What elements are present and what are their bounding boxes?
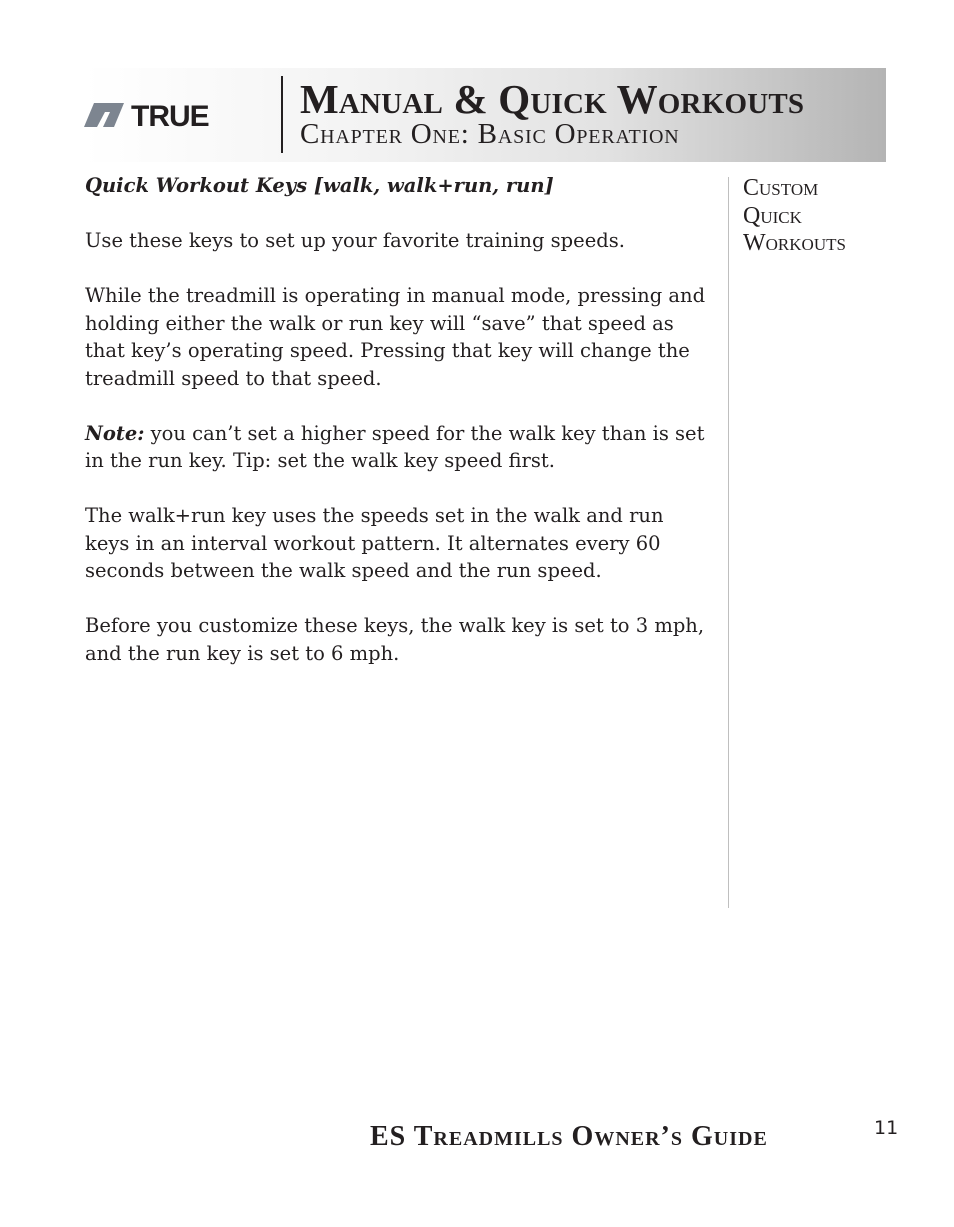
paragraph-walk-run: The walk+run key uses the speeds set in the walk and run keys in an interval workout pattern. It alternates every 60 seconds between the walk speed and the run speed. xyxy=(85,504,664,582)
paragraph-save-speed: While the treadmill is operating in manual mode, pressing and holding either the walk or run key will “save” that speed as that key’s operating speed. Pressing that key will change the treadmill speed to that speed. xyxy=(85,284,706,390)
sidebar-line: Workouts xyxy=(743,230,846,256)
header-divider xyxy=(281,76,283,153)
main-content xyxy=(85,172,710,695)
logo-wordmark: TRUE xyxy=(131,100,209,130)
section-heading: Quick Workout Keys [walk, walk+run, run] xyxy=(85,174,554,197)
true-logo xyxy=(84,100,254,130)
note-label: Note: xyxy=(85,421,145,445)
chapter-title: Manual & Quick Workouts xyxy=(300,76,805,122)
footer-guide-title: ES Treadmills Owner’s Guide xyxy=(370,1121,768,1152)
chapter-subtitle: Chapter One: Basic Operation xyxy=(300,118,680,150)
paragraph-defaults: Before you customize these keys, the walk key is set to 3 mph, and the run key is set to 6 mph. xyxy=(85,614,705,665)
paragraph-intro: Use these keys to set up your favorite training speeds. xyxy=(85,229,625,252)
sidebar-line: Custom xyxy=(743,175,819,201)
sidebar-line: Quick xyxy=(743,202,802,229)
sidebar-rule xyxy=(728,177,729,908)
paragraph-note xyxy=(85,420,710,475)
note-text: you can’t set a higher speed for the walk key than is set in the run key. Tip: set the walk key speed first. xyxy=(85,421,705,472)
page-number: 11 xyxy=(874,1117,899,1139)
sidebar-topic-label xyxy=(743,175,913,258)
